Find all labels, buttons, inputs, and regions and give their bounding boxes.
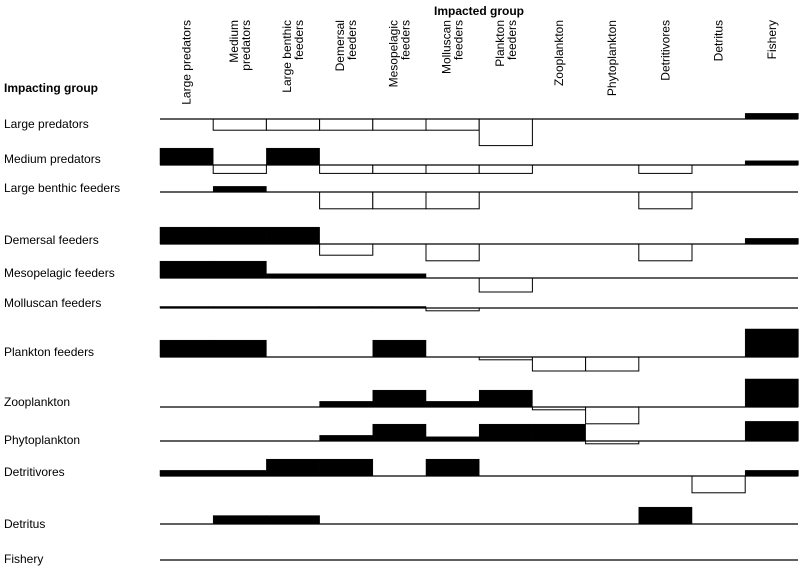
row-axis-label: Impacting group [4,81,98,95]
positive-impact-bar [320,459,373,476]
negative-impact-bar [320,119,373,130]
row-label: Zooplankton [4,395,71,409]
positive-impact-bar [213,340,266,357]
column-label: Mesopelagic [386,20,401,88]
column-label: feeders [504,20,519,61]
column-label: Fishery [764,20,779,60]
negative-impact-bar [586,407,639,424]
row-labels [4,117,120,566]
positive-impact-bar [213,470,266,476]
negative-impact-bar [639,192,692,209]
baselines [160,119,798,560]
negative-impact-bar [479,278,532,292]
column-label: Plankton [492,20,507,67]
positive-impact-bar [745,421,798,441]
positive-impact-bar [426,401,479,407]
row-label: Mesopelagic feeders [4,266,115,280]
column-label: feeders [345,20,360,61]
column-labels [180,20,779,105]
negative-impact-bar [320,165,373,173]
positive-impact-bar [266,227,319,244]
negative-impact-bar [586,357,639,371]
column-label: Medium [226,19,241,63]
negative-impact-bar [532,357,585,371]
positive-impact-bar [745,238,798,244]
positive-impact-bar [745,113,798,119]
negative-impact-bar [320,244,373,255]
row-label: Demersal feeders [4,233,99,247]
row-label: Detritivores [4,465,65,479]
negative-impact-bar [213,119,266,130]
positive-impact-bar [160,261,213,278]
positive-impact-bar [266,459,319,476]
positive-impact-bar [213,227,266,244]
positive-impact-bar [532,424,585,441]
positive-impact-bar [320,435,373,441]
column-label: Zooplankton [552,20,566,87]
negative-impact-bar [213,165,266,173]
row-label: Phytoplankton [4,433,81,447]
column-label: Large predators [179,20,194,105]
positive-impact-bar [373,424,426,441]
positive-impact-bar [479,390,532,407]
column-label: predators [238,19,253,71]
negative-impact-bar [373,192,426,209]
positive-impact-bar [373,390,426,407]
column-label: Demersal [333,20,348,72]
negative-impact-bar [479,119,532,146]
column-label: Detritus [711,20,726,62]
column-label: Molluscan [439,20,454,75]
row-label: Fishery [4,552,44,566]
negative-impact-bar [373,165,426,173]
positive-impact-bar [213,261,266,278]
row-label: Medium predators [4,152,101,166]
negative-impact-bar [266,119,319,130]
impact-bars [160,113,798,524]
column-label: Detritivores [658,20,673,81]
positive-impact-bar [320,401,373,407]
row-label: Large benthic feeders [4,181,121,195]
column-label: feeders [292,20,306,61]
negative-impact-bar [426,244,479,261]
negative-impact-bar [426,165,479,173]
positive-impact-bar [373,340,426,357]
negative-impact-bar [373,119,426,130]
negative-impact-bar [639,244,692,261]
positive-impact-bar [266,148,319,165]
negative-impact-bar [639,165,692,173]
positive-impact-bar [745,470,798,476]
row-label: Plankton feeders [4,345,95,359]
positive-impact-bar [160,470,213,476]
row-label: Detritus [4,517,46,531]
column-label: feeders [398,20,413,61]
negative-impact-bar [692,476,745,493]
column-label: Large benthic [280,20,294,93]
positive-impact-bar [479,424,532,441]
positive-impact-bar [426,459,479,476]
positive-impact-bar [266,516,319,524]
row-label: Large predators [4,117,89,131]
positive-impact-bar [639,507,692,524]
positive-impact-bar [213,186,266,192]
positive-impact-bar [160,227,213,244]
positive-impact-bar [745,329,798,357]
row-label: Molluscan feeders [4,296,102,310]
positive-impact-bar [745,379,798,407]
negative-impact-bar [320,192,373,209]
chart-title: Impacted group [433,4,525,18]
positive-impact-bar [160,340,213,357]
positive-impact-bar [213,516,266,524]
negative-impact-bar [426,192,479,209]
column-label: Phytoplankton [605,20,620,97]
column-label: feeders [451,20,466,61]
positive-impact-bar [160,148,213,165]
negative-impact-bar [479,165,532,173]
negative-impact-bar [426,119,479,130]
